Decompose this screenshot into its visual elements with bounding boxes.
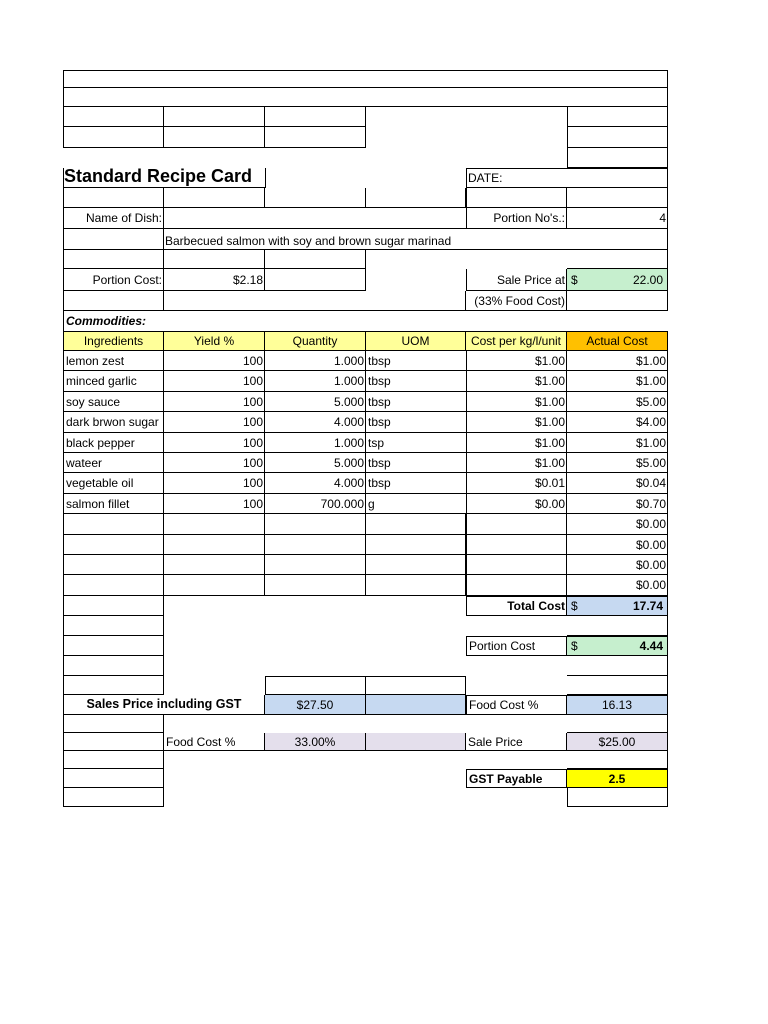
cell-unit-cost[interactable]: $1.00 bbox=[466, 371, 567, 392]
cell-uom[interactable]: tbsp bbox=[366, 392, 466, 412]
cell-yield[interactable]: 100 bbox=[164, 494, 265, 514]
empty-cell[interactable] bbox=[63, 250, 164, 269]
empty-cell[interactable] bbox=[567, 107, 668, 127]
empty-cell[interactable] bbox=[63, 596, 164, 616]
col-header-unit-cost[interactable]: Cost per kg/l/unit bbox=[466, 331, 567, 351]
empty-cell[interactable] bbox=[164, 107, 265, 127]
cell-actual-cost[interactable]: $0.70 bbox=[567, 494, 668, 514]
col-header-uom[interactable]: UOM bbox=[366, 331, 466, 351]
empty-cell[interactable] bbox=[164, 127, 265, 148]
cell-yield[interactable] bbox=[164, 575, 265, 596]
empty-cell[interactable] bbox=[567, 291, 668, 311]
cell-actual-cost[interactable]: $0.00 bbox=[567, 555, 668, 575]
cell-ingredient[interactable]: black pepper bbox=[63, 433, 164, 453]
cell-ingredient[interactable]: salmon fillet bbox=[63, 494, 164, 514]
cell-quantity[interactable]: 4.000 bbox=[265, 412, 366, 433]
currency-symbol: $ bbox=[571, 599, 578, 613]
empty-cell[interactable] bbox=[567, 751, 668, 769]
empty-cell[interactable] bbox=[567, 148, 668, 168]
sale-price-at-label: Sale Price at bbox=[466, 269, 567, 291]
cell-actual-cost[interactable]: $0.00 bbox=[567, 535, 668, 555]
empty-cell[interactable] bbox=[63, 788, 164, 807]
empty-cell[interactable] bbox=[164, 291, 466, 311]
cell-unit-cost[interactable]: $1.00 bbox=[466, 392, 567, 412]
empty-cell[interactable] bbox=[265, 188, 366, 208]
cell-yield[interactable]: 100 bbox=[164, 351, 265, 371]
total-cost-value: 17.74 bbox=[632, 599, 663, 613]
cell-quantity[interactable]: 1.000 bbox=[265, 433, 366, 453]
dish-name[interactable]: Barbecued salmon with soy and brown sugar marinad bbox=[165, 234, 452, 248]
empty-cell[interactable] bbox=[567, 127, 668, 148]
col-header-actual-cost[interactable]: Actual Cost bbox=[567, 331, 668, 351]
cell-yield[interactable]: 100 bbox=[164, 392, 265, 412]
cell-ingredient[interactable] bbox=[63, 514, 164, 535]
empty-cell[interactable] bbox=[63, 715, 164, 733]
portion-cost-2-label: Portion Cost bbox=[466, 636, 567, 656]
food-cost-pct-value-left[interactable]: 33.00% bbox=[265, 733, 366, 751]
dish-name-right bbox=[567, 229, 668, 250]
portion-nos-label: Portion No's.: bbox=[466, 208, 567, 229]
empty-cell[interactable] bbox=[567, 656, 668, 676]
cell-ingredient[interactable]: soy sauce bbox=[63, 392, 164, 412]
col-header-yield[interactable]: Yield % bbox=[164, 331, 265, 351]
cell-quantity[interactable]: 1.000 bbox=[265, 371, 366, 392]
cell-yield[interactable]: 100 bbox=[164, 453, 265, 473]
cell-quantity[interactable]: 700.000 bbox=[265, 494, 366, 514]
cell-uom[interactable]: tbsp bbox=[366, 371, 466, 392]
cell-ingredient[interactable]: wateer bbox=[63, 453, 164, 473]
food-cost-pct-label-left: Food Cost % bbox=[164, 733, 265, 751]
empty-cell[interactable] bbox=[265, 107, 366, 127]
cell-ingredient[interactable]: lemon zest bbox=[63, 351, 164, 371]
empty-cell[interactable] bbox=[63, 127, 164, 148]
empty-cell[interactable] bbox=[567, 250, 668, 269]
food-cost-pct-value-right[interactable]: 16.13 bbox=[567, 695, 668, 715]
empty-cell[interactable] bbox=[63, 769, 164, 788]
empty-cell[interactable] bbox=[63, 616, 164, 636]
empty-cell[interactable] bbox=[63, 656, 164, 676]
gst-payable-label: GST Payable bbox=[466, 769, 567, 788]
empty-cell[interactable] bbox=[63, 733, 164, 751]
cell-ingredient[interactable]: dark brwon sugar bbox=[63, 412, 164, 433]
empty-cell[interactable] bbox=[63, 107, 164, 127]
cell-uom[interactable]: tsp bbox=[366, 433, 466, 453]
food-cost-note: (33% Food Cost) bbox=[466, 291, 567, 311]
cell-ingredient[interactable] bbox=[63, 575, 164, 596]
top-row-1[interactable] bbox=[63, 70, 668, 88]
cell-actual-cost[interactable]: $0.04 bbox=[567, 473, 668, 494]
cell-unit-cost[interactable]: $1.00 bbox=[466, 412, 567, 433]
empty-cell[interactable] bbox=[265, 250, 366, 269]
empty-cell[interactable] bbox=[63, 636, 164, 656]
commodities-label: Commodities: bbox=[63, 311, 164, 331]
title-divider bbox=[265, 168, 266, 188]
sales-price-gst-value[interactable]: $27.50 bbox=[265, 695, 366, 715]
sale-price-label: Sale Price bbox=[466, 733, 567, 751]
cell-uom[interactable] bbox=[366, 514, 466, 535]
cell-unit-cost[interactable] bbox=[466, 575, 567, 596]
portion-cost-2-cell[interactable] bbox=[567, 636, 668, 656]
date-label: DATE: bbox=[468, 171, 503, 185]
empty-cell[interactable] bbox=[567, 715, 668, 733]
cell-unit-cost[interactable]: $1.00 bbox=[466, 351, 567, 371]
cell-unit-cost[interactable] bbox=[466, 535, 567, 555]
cell-unit-cost[interactable] bbox=[466, 555, 567, 575]
empty-cell[interactable] bbox=[265, 127, 366, 148]
empty-cell[interactable] bbox=[567, 676, 668, 695]
cell-yield[interactable]: 100 bbox=[164, 433, 265, 453]
empty-cell[interactable] bbox=[265, 269, 366, 291]
cell-uom[interactable] bbox=[366, 555, 466, 575]
empty-cell[interactable] bbox=[567, 188, 668, 208]
cell-uom[interactable]: g bbox=[366, 494, 466, 514]
name-of-dish-label: Name of Dish: bbox=[63, 208, 164, 229]
empty-cell[interactable] bbox=[63, 188, 164, 208]
top-row-2[interactable] bbox=[63, 88, 668, 107]
cell-uom[interactable] bbox=[366, 575, 466, 596]
portion-nos-value[interactable]: 4 bbox=[567, 208, 668, 229]
cell-yield[interactable] bbox=[164, 535, 265, 555]
empty-cell[interactable] bbox=[63, 751, 164, 769]
cell-uom[interactable] bbox=[366, 535, 466, 555]
col-header-quantity[interactable]: Quantity bbox=[265, 331, 366, 351]
cell-uom[interactable]: tbsp bbox=[366, 473, 466, 494]
empty-cell[interactable] bbox=[265, 676, 366, 695]
page-title: Standard Recipe Card bbox=[64, 166, 253, 186]
cell-quantity[interactable] bbox=[265, 555, 366, 575]
cell-actual-cost[interactable]: $1.00 bbox=[567, 351, 668, 371]
sale-price-at-cell[interactable] bbox=[567, 269, 668, 291]
cell-actual-cost[interactable]: $0.00 bbox=[567, 514, 668, 535]
total-cost-label: Total Cost bbox=[466, 596, 567, 616]
cell-unit-cost[interactable]: $0.00 bbox=[466, 494, 567, 514]
cell-uom[interactable]: tbsp bbox=[366, 351, 466, 371]
empty-cell[interactable] bbox=[366, 188, 466, 208]
cell-quantity[interactable]: 5.000 bbox=[265, 453, 366, 473]
cell-yield[interactable]: 100 bbox=[164, 473, 265, 494]
cell-unit-cost[interactable]: $1.00 bbox=[466, 433, 567, 453]
currency-symbol: $ bbox=[571, 272, 578, 287]
portion-cost-value[interactable]: $2.18 bbox=[164, 269, 265, 291]
cell-actual-cost[interactable]: $0.00 bbox=[567, 575, 668, 596]
cell-quantity[interactable] bbox=[265, 535, 366, 555]
cell-quantity[interactable] bbox=[265, 575, 366, 596]
cell-yield[interactable] bbox=[164, 555, 265, 575]
empty-cell[interactable] bbox=[164, 188, 265, 208]
gst-payable-value[interactable]: 2.5 bbox=[567, 769, 668, 788]
cell-actual-cost[interactable]: $5.00 bbox=[567, 392, 668, 412]
cell-quantity[interactable]: 5.000 bbox=[265, 392, 366, 412]
empty-cell[interactable] bbox=[164, 250, 265, 269]
cell-yield[interactable]: 100 bbox=[164, 371, 265, 392]
cell-actual-cost[interactable]: $1.00 bbox=[567, 371, 668, 392]
food-cost-pct-label-right: Food Cost % bbox=[466, 695, 567, 715]
sale-price-value[interactable]: $25.00 bbox=[567, 733, 668, 751]
empty-cell[interactable] bbox=[466, 188, 567, 208]
empty-cell[interactable] bbox=[567, 788, 668, 807]
cell-uom[interactable]: tbsp bbox=[366, 412, 466, 433]
currency-symbol: $ bbox=[571, 639, 578, 653]
cell-actual-cost[interactable]: $4.00 bbox=[567, 412, 668, 433]
grid-line bbox=[63, 311, 64, 331]
cell-ingredient[interactable]: vegetable oil bbox=[63, 473, 164, 494]
cell-ingredient[interactable]: minced garlic bbox=[63, 371, 164, 392]
cell-quantity[interactable] bbox=[265, 514, 366, 535]
portion-cost-2-value: 4.44 bbox=[639, 639, 663, 653]
cell-uom[interactable]: tbsp bbox=[366, 453, 466, 473]
col-header-ingredients[interactable]: Ingredients bbox=[63, 331, 164, 351]
sale-price-at-value: 22.00 bbox=[632, 272, 663, 287]
portion-cost-label: Portion Cost: bbox=[63, 269, 164, 291]
dish-name-spacer[interactable] bbox=[164, 208, 466, 229]
cell-yield[interactable] bbox=[164, 514, 265, 535]
empty-cell[interactable] bbox=[366, 676, 466, 695]
empty-cell[interactable] bbox=[567, 616, 668, 636]
cell-actual-cost[interactable]: $1.00 bbox=[567, 433, 668, 453]
cell-quantity[interactable]: 1.000 bbox=[265, 351, 366, 371]
total-cost-cell[interactable] bbox=[567, 596, 668, 616]
cell-quantity[interactable]: 4.000 bbox=[265, 473, 366, 494]
cell-ingredient[interactable] bbox=[63, 535, 164, 555]
sales-price-gst-label: Sales Price including GST bbox=[63, 695, 265, 715]
empty-cell[interactable] bbox=[63, 229, 164, 250]
sales-price-gst-extra[interactable] bbox=[366, 695, 466, 715]
cell-unit-cost[interactable] bbox=[466, 514, 567, 535]
cell-yield[interactable]: 100 bbox=[164, 412, 265, 433]
cell-actual-cost[interactable]: $5.00 bbox=[567, 453, 668, 473]
empty-cell[interactable] bbox=[63, 291, 164, 311]
cell-ingredient[interactable] bbox=[63, 555, 164, 575]
empty-cell[interactable] bbox=[63, 676, 164, 695]
cell-unit-cost[interactable]: $0.01 bbox=[466, 473, 567, 494]
cell-unit-cost[interactable]: $1.00 bbox=[466, 453, 567, 473]
food-cost-pct-extra[interactable] bbox=[366, 733, 466, 751]
